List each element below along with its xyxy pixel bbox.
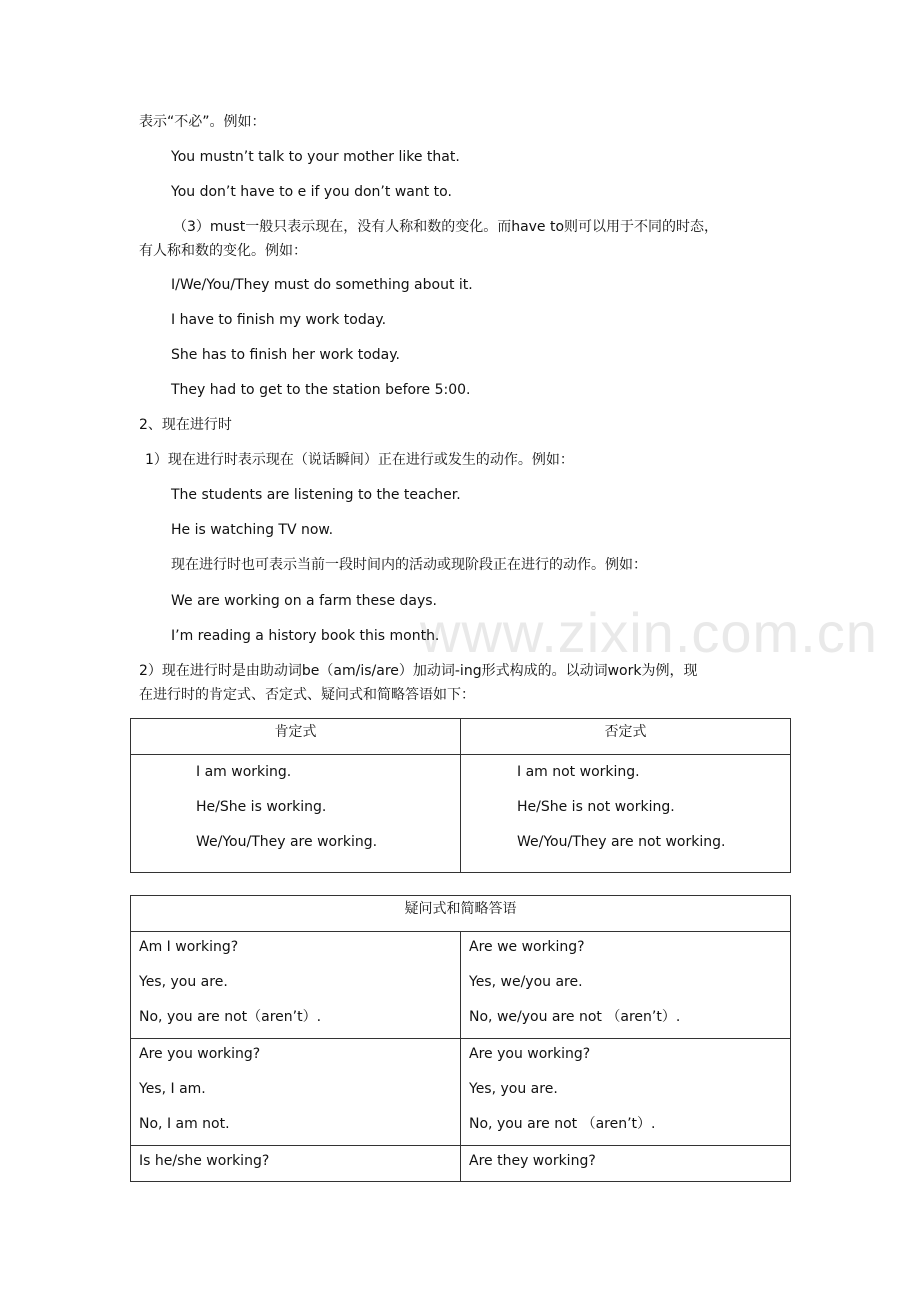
conjugation-table [130,718,791,873]
paragraph: 表示“不必”。例如： [139,114,266,130]
table-cell-line: No, we/you are not （aren’t）. [469,1009,681,1025]
table-cell-line: I am not working. [517,764,640,780]
table-header-negative: 否定式 [461,719,791,755]
example-sentence: I have to finish my work today. [171,312,387,328]
negative-cell [461,755,791,873]
table-cell-line: Is he/she working? [139,1153,270,1169]
table-cell-line: No, you are not （aren’t）. [469,1116,656,1132]
example-sentence: He is watching TV now. [171,522,334,538]
table-cell-line: Yes, we/you are. [469,974,583,990]
example-sentence: You don’t have to e if you don’t want to. [171,184,452,200]
table-cell-line: Am I working? [139,939,239,955]
question-cell [131,1039,461,1146]
example-sentence: I’m reading a history book this month. [171,628,440,644]
table-cell-line: Are you working? [469,1046,591,1062]
watermark: www.zixin.com.cn [420,601,878,664]
question-cell [461,1039,791,1146]
example-sentence: They had to get to the station before 5:00. [171,382,471,398]
paragraph: 有人称和数的变化。例如： [139,243,307,259]
table-cell-line: He/She is not working. [517,799,675,815]
table-cell-line: We/You/They are working. [196,834,378,850]
example-sentence: You mustn’t talk to your mother like that. [171,149,460,165]
example-sentence: We are working on a farm these days. [171,593,438,609]
table-cell-line: He/She is working. [196,799,327,815]
table-cell-line: I am working. [196,764,292,780]
question-cell [131,932,461,1039]
paragraph: 2）现在进行时是由助动词be（am/is/are）加动词-ing形式构成的。以动词work为例，现 [139,663,698,679]
question-cell [461,932,791,1039]
paragraph: 在进行时的肯定式、否定式、疑问式和简略答语如下： [139,687,475,703]
table-cell-line: No, I am not. [139,1116,230,1132]
table-cell-line: Yes, you are. [469,1081,558,1097]
table-cell-line: Are they working? [469,1153,596,1169]
question-cell [461,1146,791,1182]
example-sentence: The students are listening to the teacher. [171,487,461,503]
table-cell-line: Are we working? [469,939,585,955]
table-cell-line: No, you are not（aren’t）. [139,1009,322,1025]
example-sentence: I/We/You/They must do something about it. [171,277,473,293]
table-cell-line: Yes, you are. [139,974,228,990]
paragraph: 现在进行时也可表示当前一段时间内的活动或现阶段正在进行的动作。例如： [171,557,647,573]
question-cell [131,1146,461,1182]
affirmative-cell [131,755,461,873]
table-cell-line: We/You/They are not working. [517,834,726,850]
table-cell-line: Are you working? [139,1046,261,1062]
question-table [130,895,791,1182]
paragraph: 1）现在进行时表示现在（说话瞬间）正在进行或发生的动作。例如： [145,452,574,468]
table-header-questions: 疑问式和简略答语 [131,896,791,932]
table-cell-line: Yes, I am. [139,1081,206,1097]
section-heading: 2、现在进行时 [139,417,232,433]
table-header-affirmative: 肯定式 [131,719,461,755]
example-sentence: She has to finish her work today. [171,347,401,363]
paragraph: （3）must一般只表示现在，没有人称和数的变化。而have to则可以用于不同的时态， [173,219,719,235]
